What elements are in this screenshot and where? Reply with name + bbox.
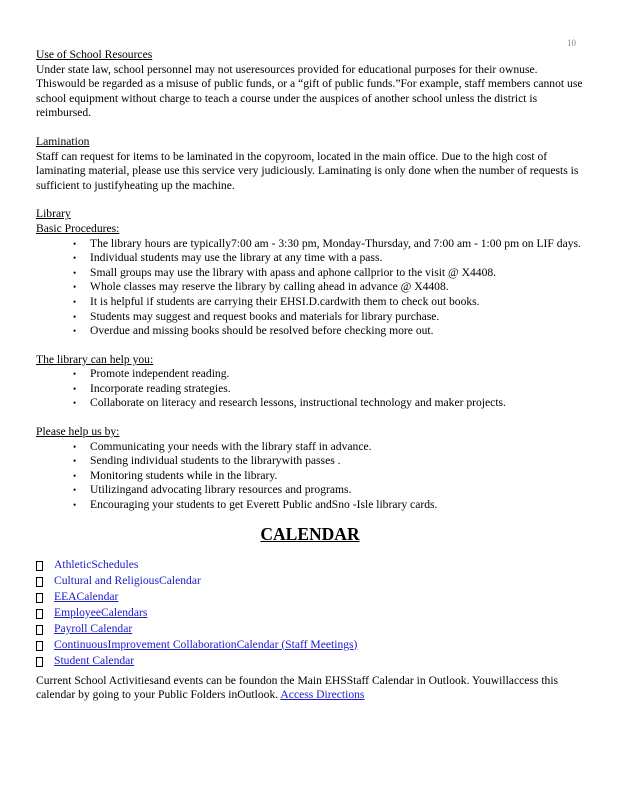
employee-calendars-link[interactable]: EmployeeCalendars xyxy=(54,605,148,619)
procedures-list xyxy=(36,237,584,339)
help-you-list xyxy=(36,367,584,411)
list-item: • Individual students may use the library at any time with a pass. xyxy=(73,251,584,266)
student-calendar-link[interactable]: Student Calendar xyxy=(54,653,135,667)
list-item xyxy=(36,605,584,621)
list-item xyxy=(36,653,584,669)
library-section xyxy=(36,207,584,338)
list-item: • Small groups may use the library with apass and aphone callprior to the visit @ X4408. xyxy=(73,266,584,281)
lamination-section xyxy=(36,135,584,193)
payroll-calendar-link[interactable]: Payroll Calendar xyxy=(54,621,133,635)
document-body xyxy=(36,48,584,703)
calendar-links-list xyxy=(36,557,584,669)
athletic-schedules-link[interactable]: AthleticSchedules xyxy=(54,557,139,571)
list-item: • Communicating your needs with the library staff in advance. xyxy=(73,440,584,455)
eea-calendar-link[interactable]: EEACalendar xyxy=(54,589,119,603)
list-item: • Monitoring students while in the library. xyxy=(73,469,584,484)
library-help-us-section xyxy=(36,425,584,513)
help-us-heading: Please help us by: xyxy=(36,425,120,439)
checkbox-bullet-icon xyxy=(36,641,43,651)
checkbox-bullet-icon xyxy=(36,561,43,571)
list-item: • Utilizingand advocating library resources and programs. xyxy=(73,483,584,498)
page-number: 10 xyxy=(567,38,576,48)
school-resources-section xyxy=(36,48,584,121)
help-you-heading: The library can help you: xyxy=(36,352,154,366)
access-directions-link[interactable]: Access Directions xyxy=(280,688,365,702)
list-item xyxy=(36,621,584,637)
library-help-you-section xyxy=(36,353,584,411)
checkbox-bullet-icon xyxy=(36,625,43,635)
collaboration-calendar-link[interactable]: ContinuousImprovement CollaborationCalendar (Staff Meetings) xyxy=(54,637,358,651)
list-item: • Sending individual students to the librarywith passes . xyxy=(73,454,584,469)
list-item: • Students may suggest and request books and materials for library purchase. xyxy=(73,310,584,325)
lamination-heading: Lamination xyxy=(36,134,90,148)
library-heading: Library xyxy=(36,207,71,221)
calendar-title: CALENDAR xyxy=(260,523,360,544)
help-us-list xyxy=(36,440,584,513)
list-item: • Promote independent reading. xyxy=(73,367,584,382)
basic-procedures-heading: Basic Procedures: xyxy=(36,221,120,235)
calendar-footer-text xyxy=(36,674,584,703)
checkbox-bullet-icon xyxy=(36,657,43,667)
list-item xyxy=(36,557,584,573)
list-item: • It is helpful if students are carrying their EHSI.D.cardwith them to check out books. xyxy=(73,295,584,310)
list-item xyxy=(36,573,584,589)
lamination-text: Staff can request for items to be laminated in the copyroom, located in the main office. Due to the high cost of laminating material, please use this service very judiciously. Laminating is only done when the number of requests is sufficient to justifyheating up the machine. xyxy=(36,149,579,192)
cultural-religious-calendar-link[interactable]: Cultural and ReligiousCalendar xyxy=(54,573,201,587)
list-item: • Incorporate reading strategies. xyxy=(73,382,584,397)
list-item: • Overdue and missing books should be resolved before checking more out. xyxy=(73,324,584,339)
list-item: • Encouraging your students to get Everett Public andSno -Isle library cards. xyxy=(73,498,584,513)
checkbox-bullet-icon xyxy=(36,609,43,619)
school-resources-text: Under state law, school personnel may not useresources provided for educational purposes for their ownuse. Thiswould be regarded as a misuse of public funds, or a “gift of public funds.”For example, staff members cannot use school equipment without charge to teach a course under the auspices of another school unless the district is reimbursed. xyxy=(36,62,583,120)
school-resources-heading: Use of School Resources xyxy=(36,48,153,61)
list-item: • Whole classes may reserve the library by calling ahead in advance @ X4408. xyxy=(73,280,584,295)
list-item xyxy=(36,589,584,605)
checkbox-bullet-icon xyxy=(36,577,43,587)
list-item: • The library hours are typically7:00 am - 3:30 pm, Monday-Thursday, and 7:00 am - 1:00 pm on LIF days. xyxy=(73,237,584,252)
checkbox-bullet-icon xyxy=(36,593,43,603)
list-item: • Collaborate on literacy and research lessons, instructional technology and maker projects. xyxy=(73,396,584,411)
list-item xyxy=(36,637,584,653)
calendar-footer-sentence: Current School Activitiesand events can be foundon the Main EHSStaff Calendar in Outlook. Youwillaccess this calendar by going to your Public Folders inOutlook. xyxy=(36,673,559,702)
